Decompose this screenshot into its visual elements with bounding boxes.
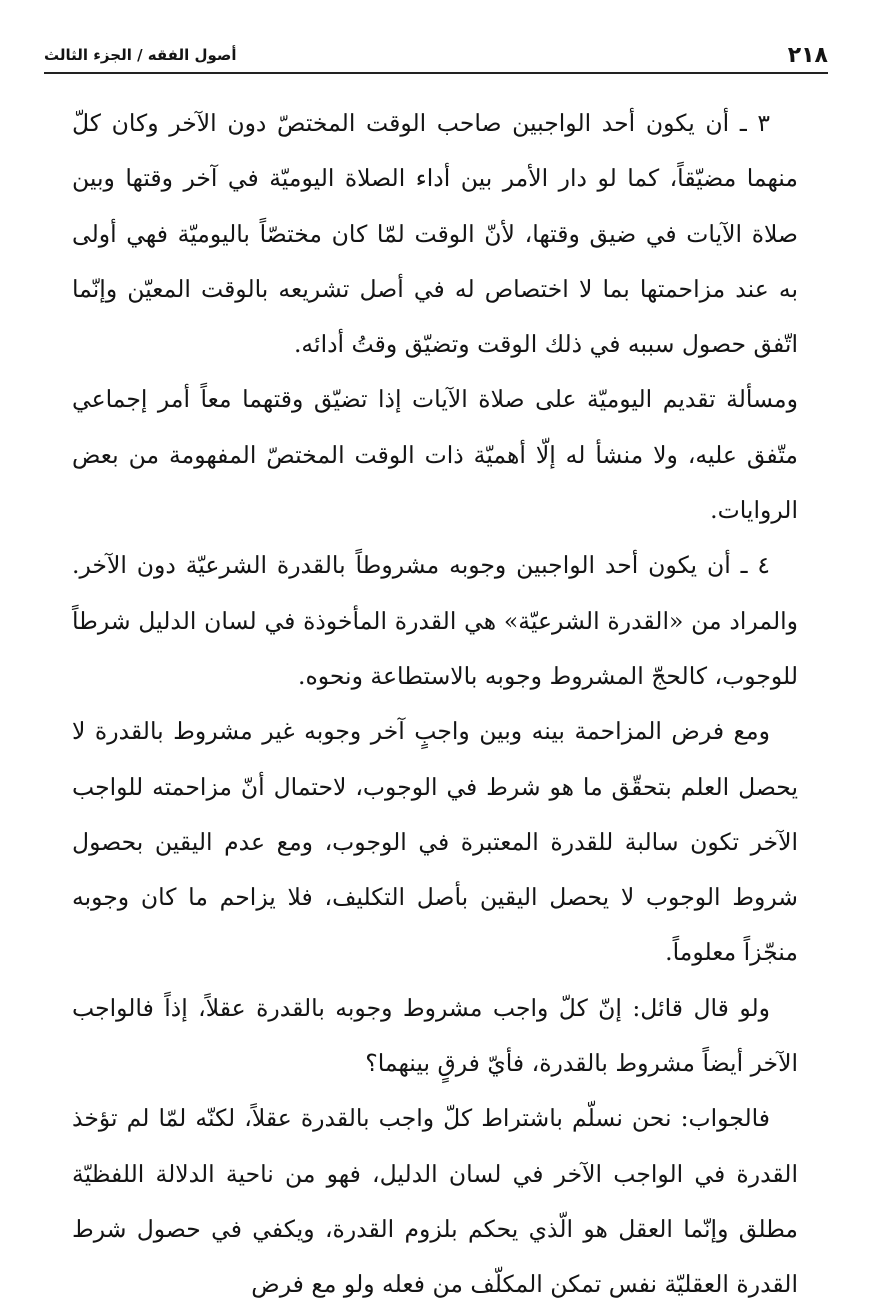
- paragraph-consensus: ومسألة تقديم اليوميّة على صلاة الآيات إذا تضيّق وقتهما معاً أمر إجماعي متّفق عليه، ولا منشأ له إلّا أهميّة ذات الوقت المختصّ المفهومة من بعض الروايات.: [72, 385, 798, 525]
- page-number: ٢١٨: [787, 42, 828, 68]
- paragraph-competition: ومع فرض المزاحمة بينه وبين واجبٍ آخر وجوبه غير مشروط بالقدرة لا يحصل العلم بتحقّق ما هو شرط في الوجوب، لاحتمال أنّ مزاحمته للواجب الآخر تكون سالبة للقدرة المعتبرة في الوجوب، ومع عدم اليقين بحصول شروط الوجوب لا يحصل اليقين بأصل التكليف، فلا يزاحم ما كان وجوبه منجّزاً معلوماً.: [72, 717, 798, 967]
- paragraph-answer: فالجواب: نحن نسلّم باشتراط كلّ واجب بالقدرة عقلاً، لكنّه لمّا لم تؤخذ القدرة في الواجب الآخر في لسان الدليل، فهو من ناحية الدلالة اللفظيّة مطلق وإنّما العقل هو الّذي يحكم بلزوم القدرة، ويكفي في حصول شرط القدرة العقليّة نفس تمكن المكلّف من فعله ولو مع فرض: [72, 1104, 798, 1299]
- paragraph-point-3: ٣ ـ أن يكون أحد الواجبين صاحب الوقت المختصّ دون الآخر وكان كلّ منهما مضيّقاً، كما لو دار الأمر بين أداء الصلاة اليوميّة في آخر وقتها وبين صلاة الآيات في ضيق وقتها، لأنّ الوقت لمّا كان مختصّاً باليوميّة فهي أولى به عند مزاحمتها بما لا اختصاص له في أصل تشريعه بالوقت المعيّن وإنّما اتّفق حصول سببه في ذلك الوقت وتضيّق وقتُ أدائه.: [72, 109, 798, 359]
- paragraph-point-4: ٤ ـ أن يكون أحد الواجبين وجوبه مشروطاً بالقدرة الشرعيّة دون الآخر. والمراد من «القدرة الشرعيّة» هي القدرة المأخوذة في لسان الدليل شرطاً للوجوب، كالحجّ المشروط وجوبه بالاستطاعة ونحوه.: [72, 551, 798, 690]
- paragraph-objection: ولو قال قائل: إنّ كلّ واجب مشروط وجوبه بالقدرة عقلاً، إذاً فالواجب الآخر أيضاً مشروط بالقدرة، فأيّ فرقٍ بينهما؟: [72, 993, 798, 1078]
- page-header: [44, 38, 828, 74]
- running-title: أصول الفقه / الجزء الثالث: [44, 46, 237, 64]
- page-body: [72, 96, 798, 1313]
